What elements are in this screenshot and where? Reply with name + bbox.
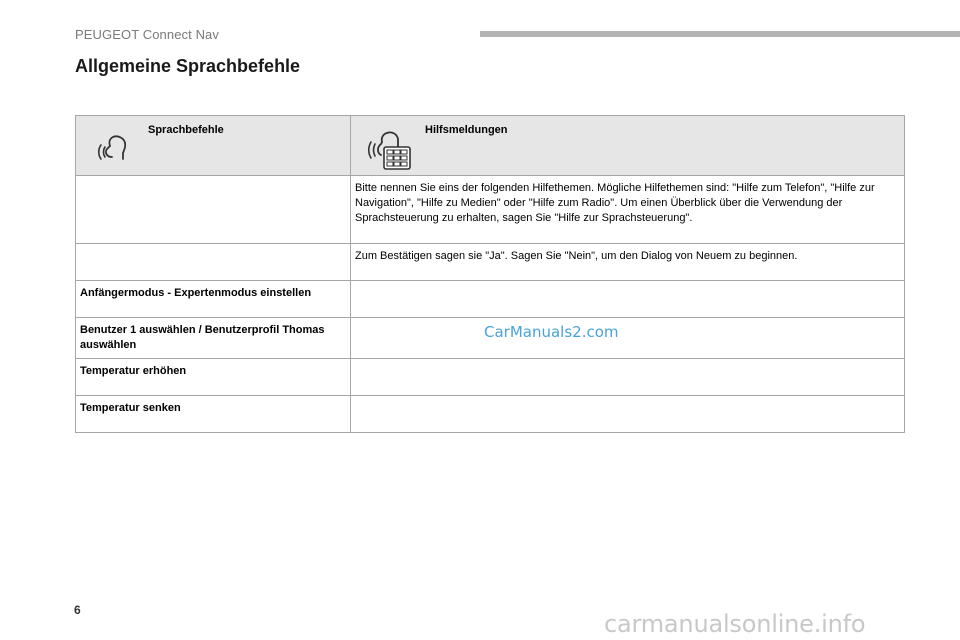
command-cell: Temperatur erhöhen [76, 359, 351, 396]
page-title: Allgemeine Sprachbefehle [75, 56, 301, 76]
help-message-cell [351, 359, 905, 396]
table-row [76, 281, 905, 318]
help-message-cell: Bitte nennen Sie eins der folgenden Hilfethemen. Mögliche Hilfethemen sind: "Hilfe zum Telefon", "Hilfe zur Navigation", "Hilfe zu Medien" oder "Hilfe zum Radio". Um einen Überblick über die Verwendung der Sprachsteuerung zu erhalten, sagen Sie "Hilfe zur Sprachsteuerung". [351, 176, 905, 244]
help-message-cell [351, 396, 905, 433]
command-cell: Temperatur senken [76, 396, 351, 433]
header-label-help: Hilfsmeldungen [425, 124, 508, 136]
command-cell: Anfängermodus - Expertenmodus einstellen [76, 281, 351, 318]
table-row [76, 176, 905, 244]
voice-help-icon [367, 127, 413, 176]
header-cell-help [351, 116, 905, 176]
page-number: 6 [74, 603, 81, 617]
header-bar [480, 31, 960, 37]
table-header-row [76, 116, 905, 176]
table-row [76, 244, 905, 281]
header-label-commands: Sprachbefehle [148, 124, 224, 136]
header-cell-commands [76, 116, 351, 176]
command-cell [76, 244, 351, 281]
table-row [76, 396, 905, 433]
footer-site-mark: carmanualsonline.info [604, 610, 866, 638]
watermark: CarManuals2.com [484, 323, 619, 341]
help-message-cell [351, 281, 905, 318]
command-cell [76, 176, 351, 244]
help-message-cell: Zum Bestätigen sagen sie "Ja". Sagen Sie "Nein", um den Dialog von Neuem zu beginnen. [351, 244, 905, 281]
table-row [76, 359, 905, 396]
command-cell: Benutzer 1 auswählen / Benutzerprofil Thomas auswählen [76, 318, 351, 359]
running-head: PEUGEOT Connect Nav [75, 27, 219, 42]
voice-command-icon [96, 129, 130, 168]
help-message-cell [351, 318, 905, 359]
voice-commands-table [75, 115, 905, 433]
